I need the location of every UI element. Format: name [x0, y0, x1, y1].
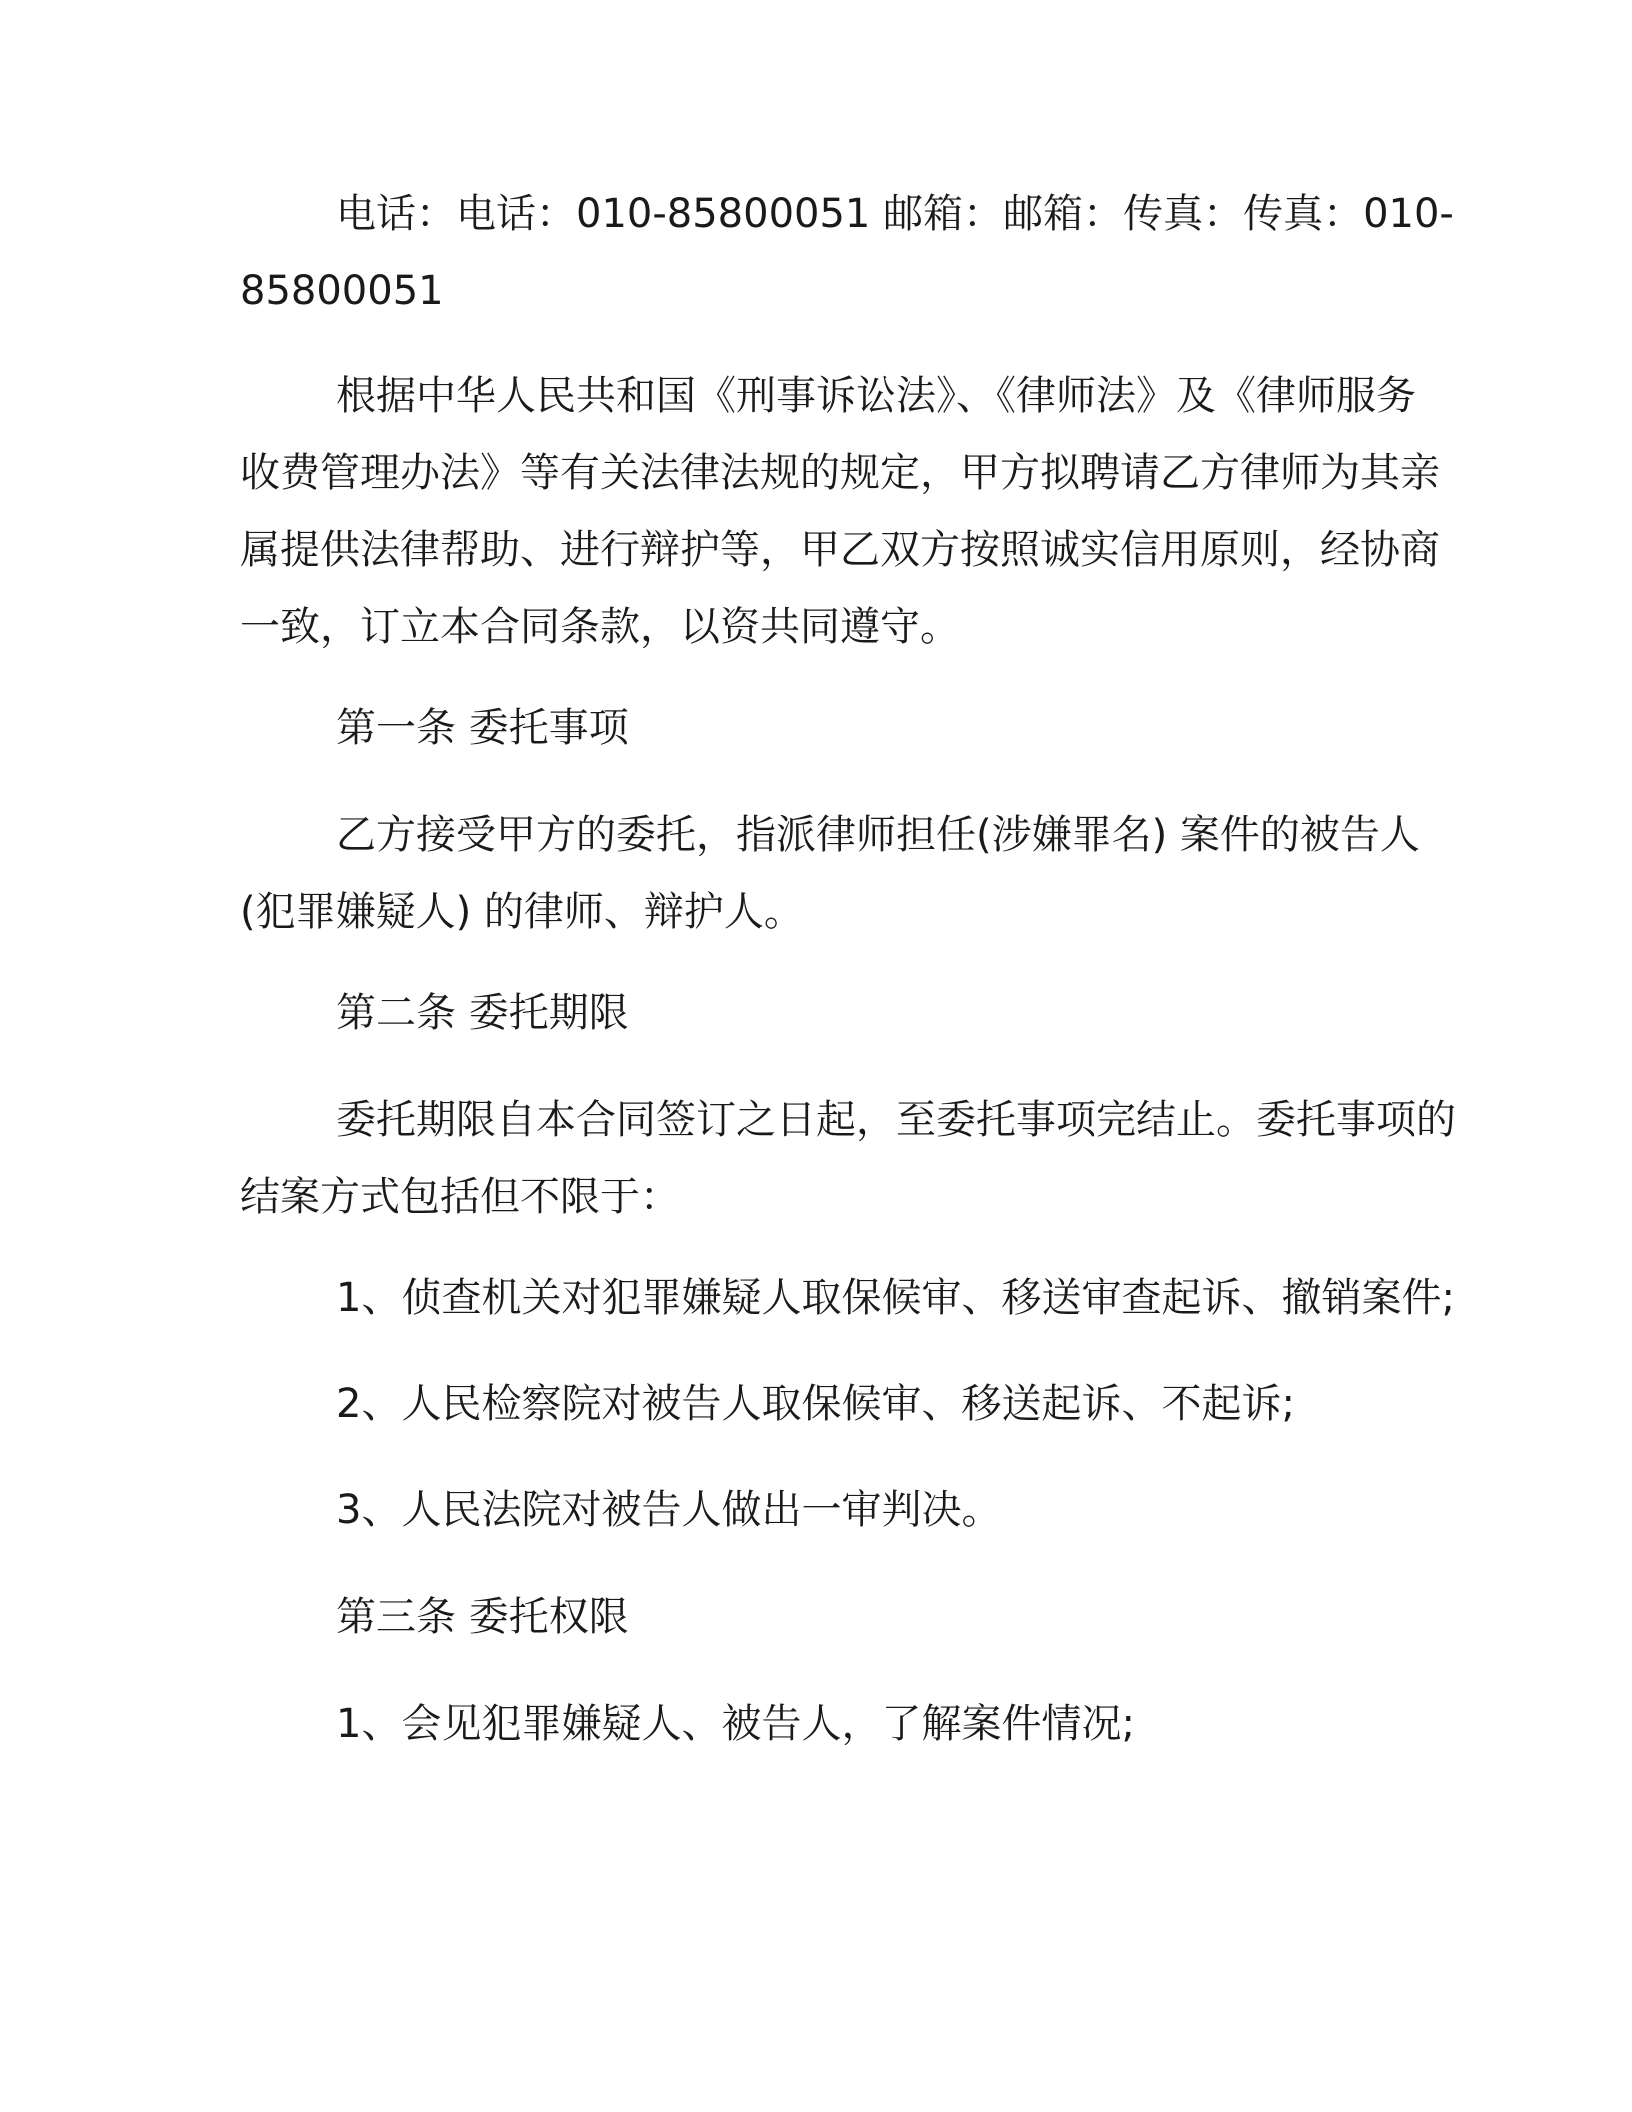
preamble-paragraph — [240, 358, 1440, 666]
article-1-body-line-1: 乙方接受甲方的委托，指派律师担任(涉嫌罪名) 案件的被告人 — [336, 812, 1420, 858]
article-3-heading-text: 第三条 委托权限 — [336, 1594, 629, 1640]
article-2-body-line-2: 结案方式包括但不限于： — [240, 1174, 680, 1220]
article-1-heading — [240, 690, 1380, 767]
article-2-item-1 — [240, 1260, 1455, 1337]
preamble-line-4: 一致，订立本合同条款，以资共同遵守。 — [240, 604, 960, 650]
contact-line-1: 电话：电话：010-85800051 邮箱：邮箱：传真：传真：010- — [336, 191, 1454, 237]
article-2-body — [240, 1082, 1456, 1236]
contact-line-2: 85800051 — [240, 268, 444, 314]
article-2-heading — [240, 975, 1380, 1052]
list-item: 1、会见犯罪嫌疑人、被告人，了解案件情况; — [336, 1701, 1135, 1747]
preamble-line-1: 根据中华人民共和国《刑事诉讼法》、《律师法》及《律师服务 — [336, 373, 1416, 419]
article-3-item-1 — [240, 1686, 1380, 1763]
preamble-line-2: 收费管理办法》等有关法律法规的规定，甲方拟聘请乙方律师为其亲 — [240, 450, 1440, 496]
article-3-heading — [240, 1579, 1380, 1656]
article-1-heading-text: 第一条 委托事项 — [336, 705, 629, 751]
article-2-item-2 — [240, 1366, 1380, 1443]
list-item: 2、人民检察院对被告人取保候审、移送起诉、不起诉; — [336, 1381, 1295, 1427]
article-2-heading-text: 第二条 委托期限 — [336, 990, 629, 1036]
list-item: 3、人民法院对被告人做出一审判决。 — [336, 1487, 1002, 1533]
article-2-item-3 — [240, 1472, 1380, 1549]
preamble-line-3: 属提供法律帮助、进行辩护等，甲乙双方按照诚实信用原则，经协商 — [240, 527, 1440, 573]
article-1-body-line-2: (犯罪嫌疑人) 的律师、辩护人。 — [240, 889, 804, 935]
list-item: 1、侦查机关对犯罪嫌疑人取保候审、移送审查起诉、撤销案件; — [336, 1275, 1455, 1321]
article-1-body — [240, 797, 1420, 951]
contact-paragraph — [240, 176, 1454, 330]
article-2-body-line-1: 委托期限自本合同签订之日起，至委托事项完结止。委托事项的 — [336, 1097, 1456, 1143]
